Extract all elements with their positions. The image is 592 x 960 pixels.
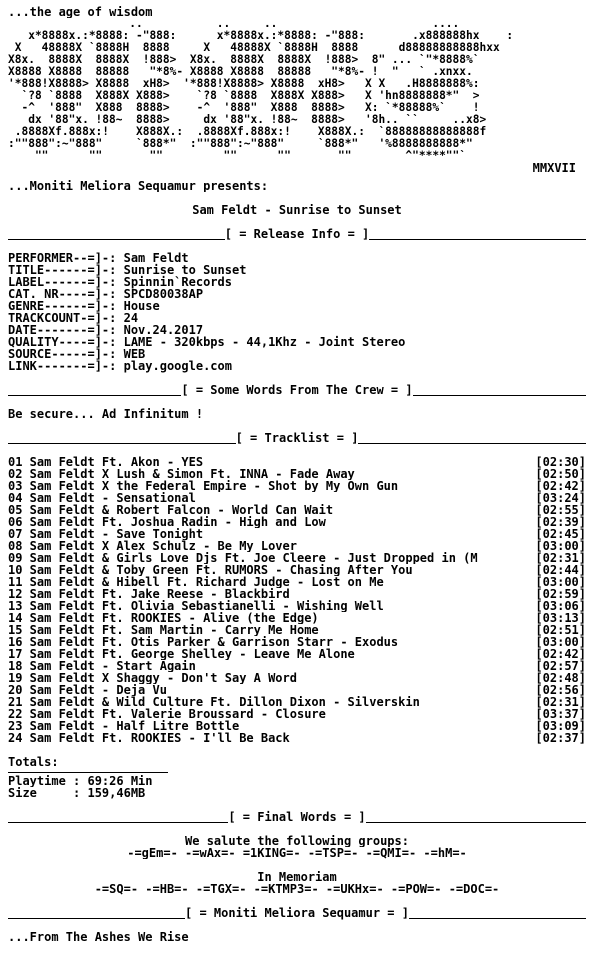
track-title: 21 Sam Feldt & Wild Culture Ft. Dillon Dixon - Silverskin <box>8 696 420 708</box>
release-info-key: SOURCE-----=]-: <box>8 347 124 361</box>
release-info-key: DATE-------=]-: <box>8 323 124 337</box>
release-info-key: TITLE------=]-: <box>8 263 124 277</box>
section-title: [ = Tracklist = ] <box>235 431 359 445</box>
release-info-key: TRACKCOUNT-=]-: <box>8 311 124 325</box>
track-row <box>8 660 586 672</box>
track-row <box>8 528 586 540</box>
crew-words: Be secure... Ad Infinitum ! <box>8 408 204 420</box>
presents-line: ...Moniti Meliora Sequamur presents: <box>8 180 269 192</box>
track-duration: [03:00] <box>535 539 586 553</box>
salute-groups: -=gEm=- -=wAx=- =1KING=- -=TSP=- -=QMI=- -=hM=- <box>127 847 467 859</box>
track-row <box>8 732 586 744</box>
release-info-value: Sunrise to Sunset <box>123 263 247 277</box>
track-duration: [03:09] <box>535 719 586 733</box>
release-info-list <box>8 252 586 372</box>
logo-line: x*8888x.:*8888: -"888: x*8888x.:*8888: -"888: .x888888hx : <box>8 30 514 42</box>
totals-size: Size : 159,46MB <box>8 787 146 799</box>
release-info-key: QUALITY----=]-: <box>8 335 124 349</box>
release-info-value: LAME - 320kbps - 44,1Khz - Joint Stereo <box>123 335 406 349</box>
track-title: 17 Sam Feldt Ft. George Shelley - Leave Me Alone <box>8 648 355 660</box>
track-title: 09 Sam Feldt & Girls Love Djs Ft. Joe Cleere - Just Dropped in (M <box>8 552 478 564</box>
rule-right <box>369 229 586 240</box>
track-row <box>8 552 586 564</box>
track-title: 15 Sam Feldt Ft. Sam Martin - Carry Me Home <box>8 624 319 636</box>
logo-line: X 48888X `8888H 8888 X 48888X `8888H 8888 d88888888888hxx <box>8 42 500 54</box>
track-title: 13 Sam Feldt Ft. Olivia Sebastianelli - Wishing Well <box>8 600 384 612</box>
track-row <box>8 540 586 552</box>
logo-line: dx '88"x. !88~ 8888> dx '88"x. !88~ 8888> '8h.. `` ..x8> <box>8 114 487 126</box>
logo-line: X8888 X8888 88888 "*8%- X8888 X8888 88888 "*8%- ! " ` .xnxx. <box>8 66 473 78</box>
rule-right <box>358 433 586 444</box>
track-row <box>8 708 586 720</box>
track-duration: [03:37] <box>535 707 586 721</box>
logo-line: X8x. 8888X 8888X !888> X8x. 8888X 8888X !888> 8" ... `"*8888%` <box>8 54 480 66</box>
section-header-release-info <box>8 228 586 240</box>
nfo-document <box>8 6 586 943</box>
track-duration: [02:30] <box>535 455 586 469</box>
track-duration: [02:31] <box>535 551 586 565</box>
track-duration: [02:59] <box>535 587 586 601</box>
section-title: [ = Moniti Meliora Sequamur = ] <box>185 906 409 920</box>
section-header-tracklist <box>8 432 586 444</box>
track-title: 14 Sam Feldt Ft. ROOKIES - Alive (the Edge) <box>8 612 319 624</box>
release-info-key: LINK-------=]-: <box>8 359 124 373</box>
track-duration: [02:44] <box>535 563 586 577</box>
totals-divider <box>8 768 168 773</box>
track-duration: [03:00] <box>535 635 586 649</box>
section-header-final-words <box>8 811 586 823</box>
totals-label: Totals: <box>8 756 59 768</box>
track-duration: [02:48] <box>535 671 586 685</box>
track-title: 24 Sam Feldt Ft. ROOKIES - I'll Be Back <box>8 732 290 744</box>
release-info-value: WEB <box>123 347 146 361</box>
track-row <box>8 588 586 600</box>
logo-line: .. .. .. .... <box>8 18 460 30</box>
track-duration: [02:50] <box>535 467 586 481</box>
rule-left <box>8 229 225 240</box>
track-duration: [02:57] <box>535 659 586 673</box>
track-title: 08 Sam Feldt X Alex Schulz - Be My Lover <box>8 540 297 552</box>
track-row <box>8 612 586 624</box>
memoriam-groups: -=SQ=- -=HB=- -=TGX=- -=KTMP3=- -=UKHx=- -=POW=- -=DOC=- <box>94 883 500 895</box>
memoriam-heading: In Memoriam <box>257 871 337 883</box>
track-duration: [02:56] <box>535 683 586 697</box>
release-info-value: SPCD80038AP <box>123 287 204 301</box>
rule-left <box>8 385 181 396</box>
track-row <box>8 576 586 588</box>
rule-left <box>8 433 236 444</box>
logo-line: `?8 `8888 X888X X888> `?8 `8888 X888X X888> X 'hn8888888*" > <box>8 90 480 102</box>
track-row <box>8 696 586 708</box>
track-row <box>8 636 586 648</box>
track-row <box>8 480 586 492</box>
rule-left <box>8 812 228 823</box>
track-duration: [02:45] <box>535 527 586 541</box>
track-title: 12 Sam Feldt Ft. Jake Reese - Blackbird <box>8 588 290 600</box>
release-info-value: House <box>123 299 160 313</box>
track-duration: [02:39] <box>535 515 586 529</box>
section-header-footer <box>8 907 586 919</box>
header-line: ...the age of wisdom <box>8 6 153 18</box>
logo-line: -^ '888" X888 8888> -^ '888" X888 8888> X: `*88888%` ! <box>8 102 480 114</box>
release-info-value: play.google.com <box>123 359 232 373</box>
release-info-row <box>8 360 586 372</box>
rule-right <box>409 908 586 919</box>
logo-year: MMXVII <box>532 162 576 174</box>
track-title: 02 Sam Feldt X Lush & Simon Ft. INNA - Fade Away <box>8 468 355 480</box>
track-row <box>8 456 586 468</box>
logo-line: '*888!X8888> X8888 xH8> '*888!X8888> X8888 xH8> X X .H8888888%: <box>8 78 480 90</box>
track-row <box>8 684 586 696</box>
track-title: 16 Sam Feldt Ft. Otis Parker & Garrison Starr - Exodus <box>8 636 399 648</box>
track-row <box>8 672 586 684</box>
release-info-value: Sam Feldt <box>123 251 189 265</box>
track-duration: [02:31] <box>535 695 586 709</box>
totals-playtime: Playtime : 69:26 Min <box>8 775 153 787</box>
release-info-key: LABEL------=]-: <box>8 275 124 289</box>
track-row <box>8 564 586 576</box>
track-title: 07 Sam Feldt - Save Tonight <box>8 528 204 540</box>
track-duration: [02:51] <box>535 623 586 637</box>
track-duration: [02:42] <box>535 479 586 493</box>
track-row <box>8 648 586 660</box>
track-duration: [03:06] <box>535 599 586 613</box>
rule-right <box>366 812 586 823</box>
track-duration: [03:00] <box>535 575 586 589</box>
track-row <box>8 492 586 504</box>
track-duration: [02:42] <box>535 647 586 661</box>
track-title: 04 Sam Feldt - Sensational <box>8 492 196 504</box>
release-title: Sam Feldt - Sunrise to Sunset <box>192 204 402 216</box>
release-info-value: 24 <box>123 311 139 325</box>
track-title: 19 Sam Feldt X Shaggy - Don't Say A Word <box>8 672 297 684</box>
track-title: 03 Sam Feldt X the Federal Empire - Shot by My Own Gun <box>8 480 399 492</box>
logo-line: .8888Xf.888x:! X888X.: .8888Xf.888x:! X888X.: `88888888888888f <box>8 126 487 138</box>
track-title: 18 Sam Feldt - Start Again <box>8 660 196 672</box>
release-info-key: PERFORMER--=]-: <box>8 251 124 265</box>
track-row <box>8 600 586 612</box>
tracklist <box>8 456 586 744</box>
track-duration: [02:37] <box>535 731 586 745</box>
release-info-value: Nov.24.2017 <box>123 323 204 337</box>
track-row <box>8 720 586 732</box>
rule-right <box>413 385 586 396</box>
section-header-crew <box>8 384 586 396</box>
track-title: 23 Sam Feldt - Half Litre Bottle <box>8 720 240 732</box>
track-row <box>8 504 586 516</box>
track-title: 05 Sam Feldt & Robert Falcon - World Can Wait <box>8 504 334 516</box>
track-duration: [03:24] <box>535 491 586 505</box>
release-info-key: GENRE------=]-: <box>8 299 124 313</box>
rule-left <box>8 908 185 919</box>
track-title: 10 Sam Feldt & Toby Green Ft. RUMORS - Chasing After You <box>8 564 413 576</box>
section-title: [ = Final Words = ] <box>228 810 366 824</box>
logo-line: "" "" "" "" "" "" ^"****""` <box>8 150 467 162</box>
track-duration: [03:13] <box>535 611 586 625</box>
track-title: 22 Sam Feldt Ft. Valerie Broussard - Closure <box>8 708 326 720</box>
footer-line: ...From The Ashes We Rise <box>8 931 189 943</box>
section-title: [ = Release Info = ] <box>224 227 370 241</box>
track-row <box>8 516 586 528</box>
ascii-logo <box>8 18 586 162</box>
track-title: 01 Sam Feldt Ft. Akon - YES <box>8 456 204 468</box>
release-info-value: Spinnin`Records <box>123 275 232 289</box>
track-row <box>8 624 586 636</box>
section-title: [ = Some Words From The Crew = ] <box>181 383 413 397</box>
track-title: 11 Sam Feldt & Hibell Ft. Richard Judge - Lost on Me <box>8 576 384 588</box>
salute-heading: We salute the following groups: <box>185 835 409 847</box>
track-title: 20 Sam Feldt - Deja Vu <box>8 684 167 696</box>
track-row <box>8 468 586 480</box>
logo-line: :""888":~"888" `888*" :""888":~"888" `888*" '%8888888888*" <box>8 138 473 150</box>
release-info-key: CAT. NR----=]-: <box>8 287 124 301</box>
track-title: 06 Sam Feldt Ft. Joshua Radin - High and Low <box>8 516 326 528</box>
track-duration: [02:55] <box>535 503 586 517</box>
